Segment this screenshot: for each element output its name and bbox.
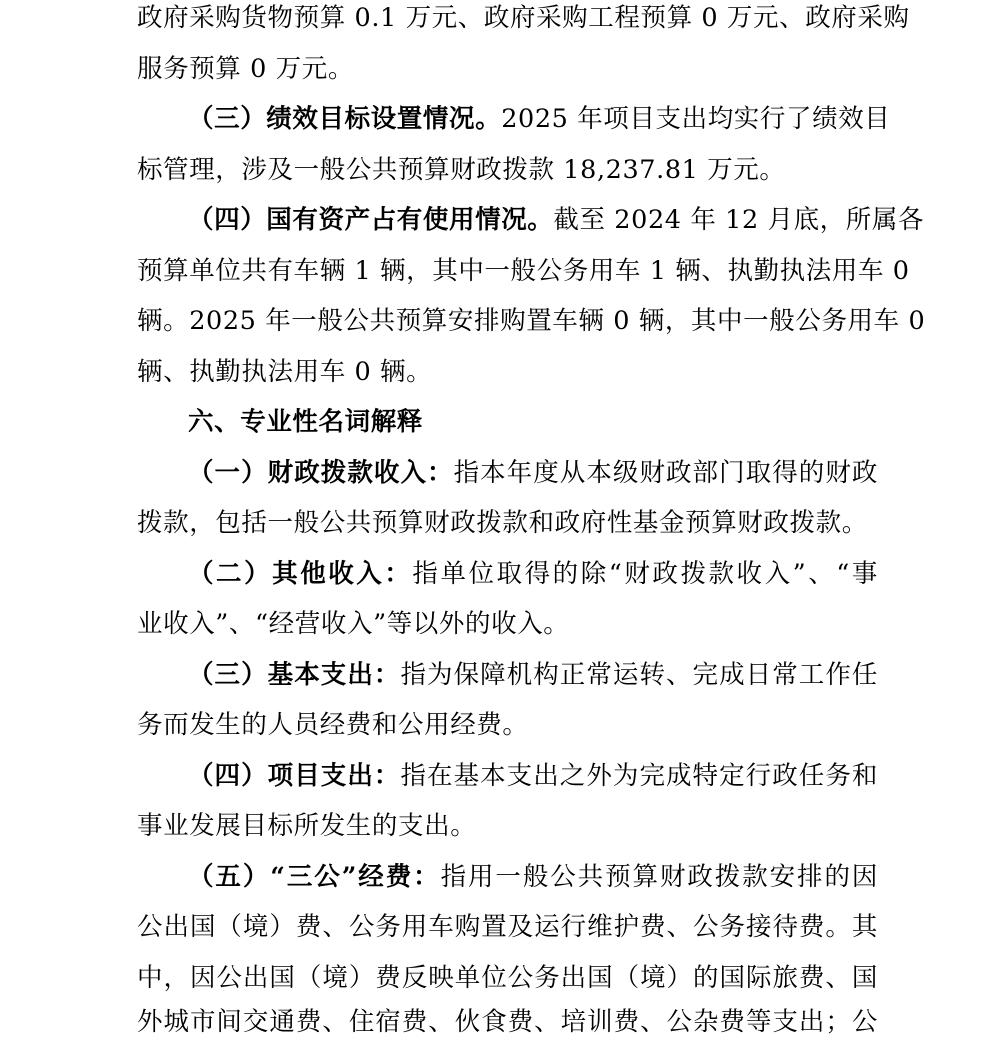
paragraph-line	[188, 200, 925, 240]
body-text: 公出国（境）费、公务用车购置及运行维护费、公务接待费。其	[137, 912, 878, 942]
term-other-income: （二）其他收入：	[188, 559, 413, 589]
body-text: 事业发展目标所发生的支出。	[137, 811, 477, 841]
paragraph-line	[137, 251, 910, 291]
body-text: 拨款，包括一般公共预算财政拨款和政府性基金预算财政拨款。	[137, 508, 868, 538]
section-lead-performance-goals: （三）绩效目标设置情况。	[188, 104, 502, 134]
body-text: 2025 年项目支出均实行了绩效目	[501, 104, 891, 134]
paragraph-line	[137, 1002, 878, 1042]
paragraph-line	[188, 453, 878, 493]
paragraph-line	[137, 604, 569, 644]
body-text: 辆。2025 年一般公共预算安排购置车辆 0 辆，其中一般公务用车 0	[137, 306, 926, 336]
body-text: 务而发生的人员经费和公用经费。	[137, 710, 529, 740]
body-text: 指为保障机构正常运转、完成日常工作任	[400, 660, 878, 690]
body-text: 外城市间交通费、住宿费、伙食费、培训费、公杂费等支出；公	[137, 1007, 878, 1037]
body-text: 业收入”、“经营收入”等以外的收入。	[137, 609, 570, 639]
term-fiscal-appropriation-income: （一）财政拨款收入：	[188, 458, 454, 488]
paragraph-line	[188, 857, 878, 897]
paragraph-line	[137, 958, 878, 998]
body-text: 指在基本支出之外为完成特定行政任务和	[400, 761, 878, 791]
paragraph-line	[188, 655, 878, 695]
body-text: 指本年度从本级财政部门取得的财政	[453, 458, 878, 488]
paragraph-line	[137, 907, 878, 947]
paragraph-line	[137, 806, 476, 846]
term-three-public-expenses: （五）“三公”经费：	[188, 862, 441, 892]
paragraph-line	[137, 150, 786, 190]
term-project-expenditure: （四）项目支出：	[188, 761, 401, 791]
body-text: 政府采购货物预算 0.1 万元、政府采购工程预算 0 万元、政府采购	[137, 3, 910, 33]
paragraph-line	[137, 0, 910, 38]
body-text: 指单位取得的除“财政拨款收入”、“事	[412, 559, 878, 589]
section-lead-state-assets: （四）国有资产占有使用情况。	[188, 205, 554, 235]
section-heading: 六、专业性名词解释	[188, 407, 423, 437]
body-text: 标管理，涉及一般公共预算财政拨款 18,237.81 万元。	[137, 155, 786, 185]
paragraph-line	[137, 503, 868, 543]
term-basic-expenditure: （三）基本支出：	[188, 660, 401, 690]
paragraph-line	[137, 352, 432, 392]
body-text: 服务预算 0 万元。	[137, 54, 354, 84]
body-text: 指用一般公共预算财政拨款安排的因	[440, 862, 878, 892]
paragraph-line	[137, 301, 926, 341]
paragraph-line	[137, 49, 354, 89]
paragraph-line	[188, 554, 878, 594]
paragraph-line	[137, 705, 529, 745]
paragraph-line	[188, 756, 878, 796]
paragraph-line	[188, 99, 891, 139]
body-text: 截至 2024 年 12 月底，所属各	[553, 205, 925, 235]
body-text: 预算单位共有车辆 1 辆，其中一般公务用车 1 辆、执勤执法用车 0	[137, 256, 910, 286]
body-text: 中，因公出国（境）费反映单位公务出国（境）的国际旅费、国	[137, 963, 878, 993]
body-text: 辆、执勤执法用车 0 辆。	[137, 357, 433, 387]
